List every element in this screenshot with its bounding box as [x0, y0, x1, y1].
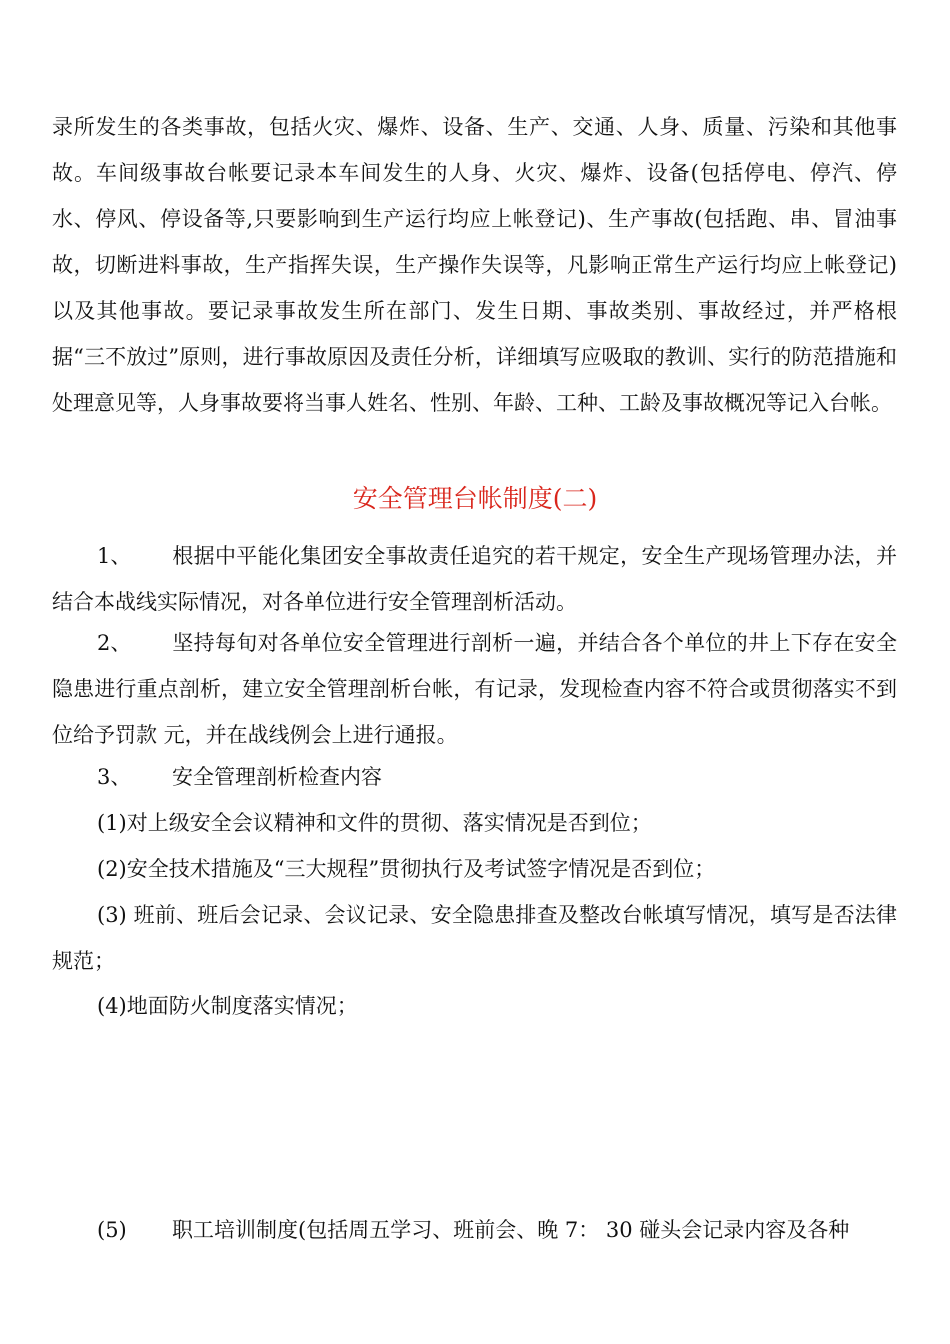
item-2-number: 2、 [97, 631, 132, 655]
item-2-text: 坚持每旬对各单位安全管理进行剖析一遍，并结合各个单位的井上下存在安全隐患进行重点剖析，建立安全管理剖析台帐，有记录，发现检查内容不符合或贯彻落实不到位给予罚款 元，并在战线例会上进行通报。 [52, 631, 897, 747]
item-2 [52, 620, 897, 758]
item-1-text: 根据中平能化集团安全事故责任追究的若干规定，安全生产现场管理办法，并结合本战线实际情况，对各单位进行安全管理剖析活动。 [52, 544, 897, 614]
sub-item-3: (3) 班前、班后会记录、会议记录、安全隐患排查及整改台帐填写情况，填写是否法律规范； [52, 903, 897, 973]
item-5-number: (5) [97, 1218, 127, 1242]
item-3 [52, 754, 897, 800]
item-1-number: 1、 [97, 544, 132, 568]
sub-item-1: (1)对上级安全会议精神和文件的贯彻、落实情况是否到位； [97, 811, 652, 835]
intro-paragraph: 录所发生的各类事故，包括火灾、爆炸、设备、生产、交通、人身、质量、污染和其他事故。车间级事故台帐要记录本车间发生的人身、火灾、爆炸、设备(包括停电、停汽、停水、停风、停设备等,只要影响到生产运行均应上帐登记)、生产事故(包括跑、串、冒油事故，切断进料事故，生产指挥失误，生产操作失误等，凡影响正常生产运行均应上帐登记)以及其他事故。要记录事故发生所在部门、发生日期、事故类别、事故经过，并严格根据“三不放过”原则，进行事故原因及责任分析，详细填写应吸取的教训、实行的防范措施和处理意见等，人身事故要将当事人姓名、性别、年龄、工种、工龄及事故概况等记入台帐。 [52, 115, 897, 415]
item-3-number: 3、 [97, 765, 132, 789]
item-1 [52, 533, 897, 625]
item-5 [52, 1207, 897, 1253]
item-5-text: 职工培训制度(包括周五学习、班前会、晚 7： 30 碰头会记录内容及各种 [172, 1218, 850, 1242]
section-heading: 安全管理台帐制度(二) [352, 484, 598, 513]
item-3-text: 安全管理剖析检查内容 [172, 765, 382, 789]
sub-item-4: (4)地面防火制度落实情况； [97, 994, 358, 1018]
sub-item-2: (2)安全技术措施及“三大规程”贯彻执行及考试签字情况是否到位； [97, 857, 716, 881]
